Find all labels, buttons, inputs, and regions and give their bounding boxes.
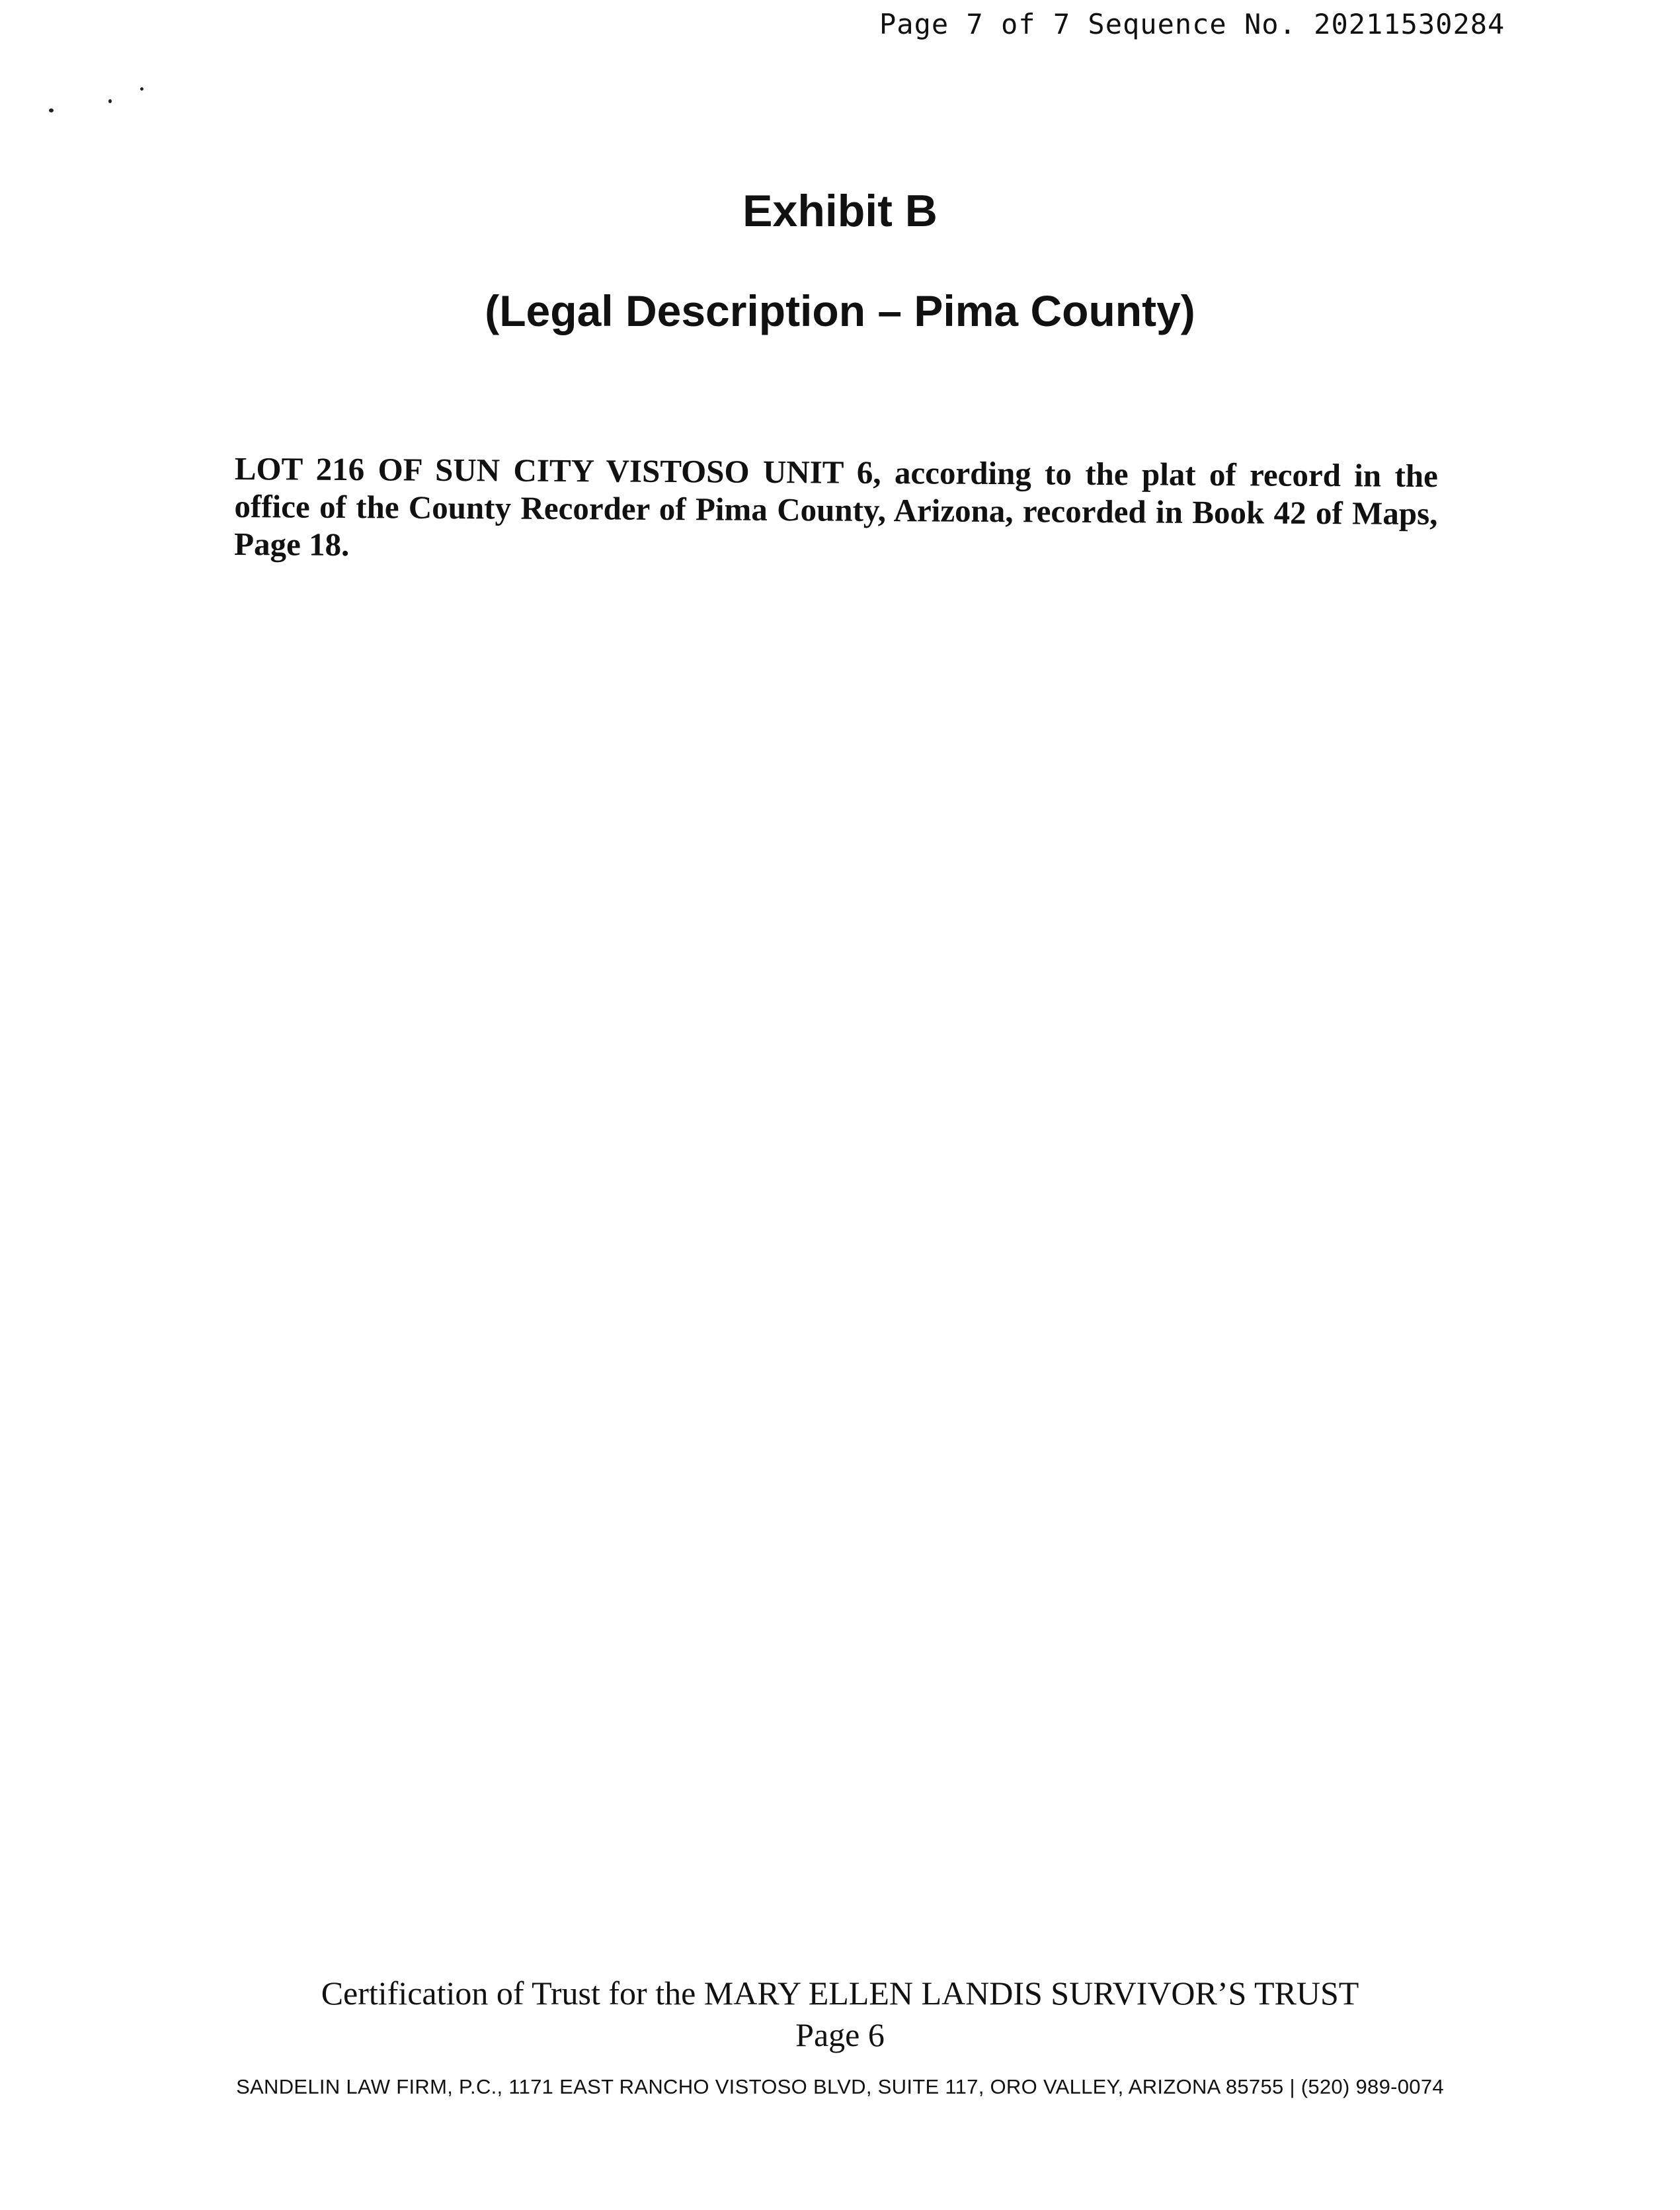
- legal-description: LOT 216 OF SUN CITY VISTOSO UNIT 6, according to the plat of record in the office of the County Recorder of Pima County, Arizona, recorded in Book 42 of Maps, Page 18.: [233, 450, 1438, 563]
- exhibit-title: Exhibit B: [742, 186, 938, 236]
- firm-info: SANDELIN LAW FIRM, P.C., 1171 EAST RANCHO VISTOSO BLVD, SUITE 117, ORO VALLEY, ARIZONA 85755 | (520) 989-0074: [236, 2075, 1444, 2098]
- sequence-stamp: Page 7 of 7 Sequence No. 20211530284: [879, 8, 1505, 40]
- exhibit-subtitle: (Legal Description – Pima County): [485, 286, 1195, 335]
- certification-line: Certification of Trust for the MARY ELLEN LANDIS SURVIVOR’S TRUST: [321, 1975, 1359, 2012]
- footer-page-number: Page 6: [795, 2016, 885, 2053]
